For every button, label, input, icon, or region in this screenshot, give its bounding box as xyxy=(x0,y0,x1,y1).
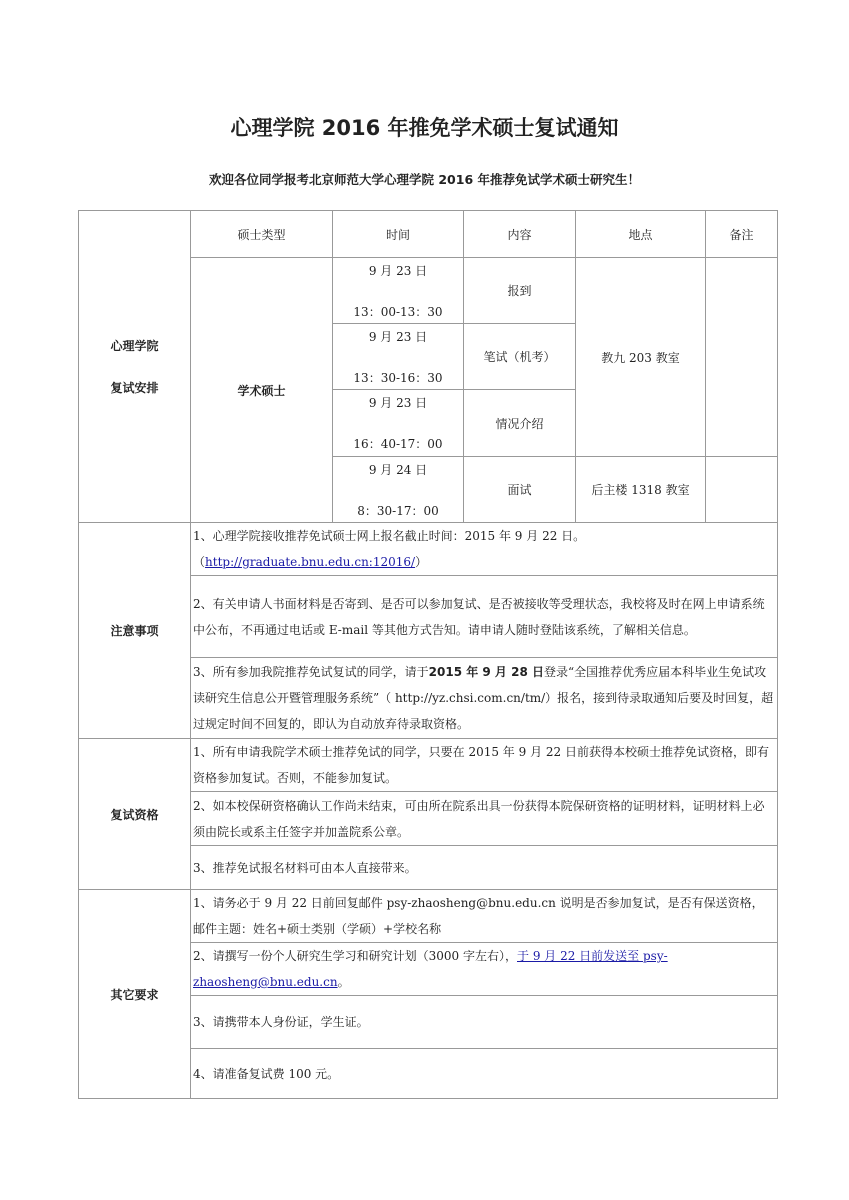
eligibility-item: 3、推荐免试报名材料可由本人直接带来。 xyxy=(191,846,778,890)
schedule-remarks xyxy=(706,457,778,523)
schedule-time: 9 月 23 日 16：40-17：00 xyxy=(333,390,464,457)
note-item: 3、所有参加我院推荐免试复试的同学，请于2015 年 9 月 28 日登录“全国推荐优秀应届本科毕业生免试攻读研究生信息公开暨管理服务系统”（ http://yz.chsi.com.cn/tm/）报名，接到待录取通知后要及时回复，超过规定时间不回复的，即认为自动放弃待录取资格。 xyxy=(191,658,778,739)
header-remarks: 备注 xyxy=(706,211,778,258)
other-item: 3、请携带本人身份证，学生证。 xyxy=(191,996,778,1049)
other-label: 其它要求 xyxy=(79,890,191,1099)
degree-type: 学术硕士 xyxy=(191,258,333,523)
header-time: 时间 xyxy=(333,211,464,258)
other-item: 4、请准备复试费 100 元。 xyxy=(191,1049,778,1099)
eligibility-item: 1、所有申请我院学术硕士推荐免试的同学，只要在 2015 年 9 月 22 日前获得本校硕士推荐免试资格，即有资格参加复试。否则，不能参加复试。 xyxy=(191,739,778,792)
schedule-time: 9 月 24 日 8：30-17：00 xyxy=(333,457,464,523)
eligibility-item: 2、如本校保研资格确认工作尚未结束，可由所在院系出具一份获得本院保研资格的证明材料，证明材料上必须由院长或系主任签字并加盖院系公章。 xyxy=(191,792,778,846)
email-link[interactable]: 于 9 月 22 日前发送至 psy-zhaosheng@bnu.edu.cn xyxy=(193,949,668,989)
schedule-location: 后主楼 1318 教室 xyxy=(576,457,706,523)
schedule-content: 情况介绍 xyxy=(464,390,576,457)
other-item: 2、请撰写一份个人研究生学习和研究计划（3000 字左右），于 9 月 22 日前发送至 psy-zhaosheng@bnu.edu.cn。 xyxy=(191,943,778,996)
subtitle: 欢迎各位同学报考北京师范大学心理学院 2016 年推荐免试学术硕士研究生！ xyxy=(209,172,640,187)
schedule-content: 面试 xyxy=(464,457,576,523)
schedule-time: 9 月 23 日 13：00-13：30 xyxy=(333,258,464,324)
header-type: 硕士类型 xyxy=(191,211,333,258)
page-title: 心理学院 2016 年推免学术硕士复试通知 xyxy=(230,116,619,140)
notice-table xyxy=(78,210,778,1099)
schedule-content: 报到 xyxy=(464,258,576,324)
schedule-location: 教九 203 教室 xyxy=(576,258,706,457)
schedule-time: 9 月 23 日 13：30-16：30 xyxy=(333,324,464,390)
header-location: 地点 xyxy=(576,211,706,258)
schedule-label: 心理学院 复试安排 xyxy=(79,211,191,523)
notes-label: 注意事项 xyxy=(79,523,191,739)
header-content: 内容 xyxy=(464,211,576,258)
note-item: 1、心理学院接收推荐免试硕士网上报名截止时间：2015 年 9 月 22 日。 （http://graduate.bnu.edu.cn:12016/） xyxy=(191,523,778,576)
note-item: 2、有关申请人书面材料是否寄到、是否可以参加复试、是否被接收等受理状态，我校将及时在网上申请系统中公布，不再通过电话或 E-mail 等其他方式告知。请申请人随时登陆该系统，了解相关信息。 xyxy=(191,576,778,658)
schedule-content: 笔试（机考） xyxy=(464,324,576,390)
eligibility-label: 复试资格 xyxy=(79,739,191,890)
other-item: 1、请务必于 9 月 22 日前回复邮件 psy-zhaosheng@bnu.edu.cn 说明是否参加复试，是否有保送资格，邮件主题：姓名+硕士类别（学硕）+学校名称 xyxy=(191,890,778,943)
graduate-link[interactable]: http://graduate.bnu.edu.cn:12016/ xyxy=(205,555,416,569)
schedule-remarks xyxy=(706,258,778,457)
